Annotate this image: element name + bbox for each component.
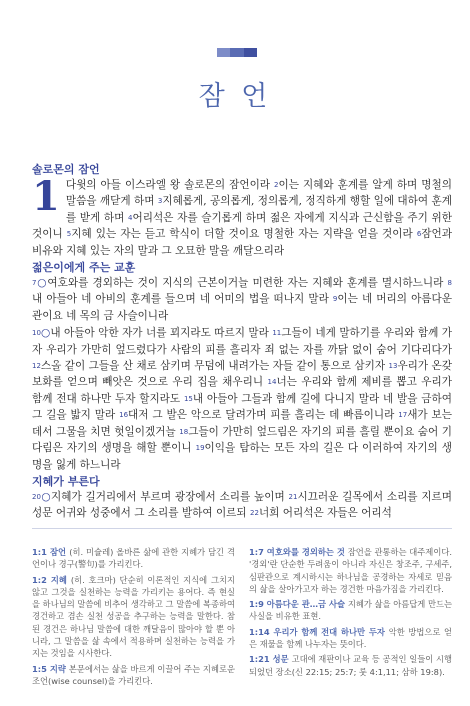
verse-number: 22 [250, 509, 259, 518]
scripture-text [32, 162, 452, 529]
verse-number: 4 [128, 213, 133, 222]
verse-text: 그들이 네게 말하기를 우리와 함께 가자 우리가 가만히 엎드렸다가 사람의 피를 흘리자 죄 없는 자를 까닭 없이 숨어 기다리다가 [32, 327, 452, 356]
verse-number: 14 [267, 378, 277, 387]
verse-text: 지혜 있는 자는 듣고 학식이 더할 것이요 명철한 자는 지략을 얻을 것이라 [71, 228, 417, 241]
verse [32, 491, 289, 503]
verse-group [32, 173, 452, 257]
verse-text: 스올 같이 그들을 산 채로 삼키며 무덤에 내려가는 자들 같이 통으로 삼키자 [40, 360, 389, 373]
verse-number: 9 [332, 295, 338, 304]
verse-text: 시끄러운 길목에서 소리를 지르며 성문 어귀와 성중에서 그 소리를 발하여 이르되 [32, 490, 453, 520]
notes-left-column [32, 546, 235, 690]
note-reference: 1:7 여호와를 경외하는 것 [249, 547, 348, 557]
verse [32, 327, 272, 339]
header-color-bar [217, 48, 257, 57]
verse-text: 대저 그 발은 악으로 달려가며 피를 흘리는 데 빠름이니라 [128, 409, 399, 422]
paragraph [32, 489, 452, 522]
color-bar-segment [244, 48, 257, 57]
section-heading: 지혜가 부른다 [32, 474, 100, 488]
divider [32, 528, 452, 529]
color-bar-segment [230, 48, 243, 57]
verse-number: 2 [274, 181, 279, 189]
circle-marker-icon: ○ [40, 490, 51, 503]
verse-number: 15 [183, 394, 193, 403]
circle-marker-icon: ○ [36, 277, 48, 290]
verse-number: 19 [195, 444, 205, 453]
verse-number: 16 [119, 411, 129, 420]
verse [32, 360, 389, 372]
study-note [249, 626, 452, 651]
chapter-number: 1 [32, 173, 60, 220]
verse-text: 이는 네 머리의 아름다운 관이요 네 목의 금 사슬이니라 [32, 293, 452, 322]
verse-text: 내 아들아 네 아비의 훈계를 들으며 네 어미의 법을 떠나지 말라 [32, 293, 333, 306]
verse-number: 21 [288, 492, 298, 501]
verse [119, 409, 398, 421]
section-heading: 솔로몬의 잠언 [32, 163, 100, 176]
paragraph [32, 325, 452, 473]
verse-text: 내 아들아 악한 자가 너를 꾀지라도 따르지 말라 [50, 327, 273, 340]
verse-text: 새가 보는 데서 그물을 치면 헛일이겠거늘 [32, 409, 452, 438]
note-reference: 1:14 우리가 함께 전대 하나만 두자 [249, 626, 389, 637]
note-reference: 1:1 잠언 [32, 547, 70, 557]
note-text: 지혜가 삶을 아름답게 만드는 사실을 비유한 표현. [249, 599, 452, 622]
verse-text: 여호와를 경외하는 것이 지식의 근본이거늘 미련한 자는 지혜와 훈계를 멸시하느니라 [47, 277, 448, 290]
note-text: 잠언을 관통하는 대주제이다. '경외'란 단순한 두려움이 아니라 자신은 창조주, 구세주, 심판관으로 계시하시는 하나님을 공경하는 자세로 믿음의 삶을 살아가고자 하는 경건한 마음가짐을 가리킨다. [249, 547, 452, 594]
verse [66, 179, 274, 191]
note-text: (히. 호크마) 단순히 이론적인 지식에 그치지 않고 그것을 실천하는 능력을 가리키는 용어다. 즉 현실을 하나님의 말씀에 비추어 생각하고 그 말씀에 복종하여 경건하고 겸손 실천 성공을 추구하는 능력을 말한다. 참된 경건은 하나님 말씀에 대한 깨달음이 많아야 할 뿐 아니라, 그 말씀을 삶 속에서 적용하며 실천하는 능력을 가지는 것임을 시사한다. [32, 574, 235, 659]
verse-number: 8 [447, 279, 452, 288]
section-heading: 젊은이에게 주는 교훈 [32, 261, 136, 275]
note-text: (히. 미슐레) 올바른 삶에 관한 지혜가 담긴 격언이나 경구(警句)를 가리킨다. [32, 547, 236, 570]
verse-number: 17 [398, 411, 408, 420]
verse-number: 10 [32, 329, 41, 338]
note-text: 악한 방법으로 얻은 재물을 함께 나누자는 뜻이다. [249, 626, 452, 650]
study-note [249, 546, 452, 595]
verse [67, 228, 417, 240]
verse-text: 내 아들아 그들과 함께 길에 다니지 말라 네 발을 금하여 그 길을 밟지 말라 [32, 392, 452, 422]
verse-number: 6 [416, 230, 422, 239]
verse-number: 3 [157, 197, 163, 206]
verse-number: 11 [272, 329, 282, 338]
study-note [32, 663, 235, 688]
study-note [249, 653, 452, 678]
verse [250, 507, 392, 519]
book-title: 잠 언 [198, 81, 272, 112]
study-notes [32, 546, 452, 690]
circle-marker-icon: ○ [40, 327, 51, 340]
verse-number: 18 [179, 427, 189, 436]
verse-text: 너희 어리석은 자들은 어리석 [258, 507, 392, 520]
verse-text: 지혜가 길거리에서 부르며 광장에서 소리를 높이며 [50, 490, 289, 503]
verse-number: 12 [32, 362, 41, 371]
paragraph [32, 173, 452, 259]
note-text: 본문에서는 삶을 바르게 이끌어 주는 지혜로운 조언(wise counsel)을 가리킨다. [32, 663, 235, 686]
note-reference: 1:2 지혜 [32, 574, 71, 585]
verse-text: 너는 우리와 함께 제비를 뽑고 우리가 함께 전대 하나만 두자 할지라도 [32, 376, 452, 405]
study-note [32, 546, 235, 571]
notes-right-column [249, 546, 452, 690]
note-reference: 1:9 아름다운 관…금 사슬 [249, 599, 348, 610]
verse-text: 다윗의 아들 이스라엘 왕 솔로몬의 잠언이라 [65, 179, 275, 191]
verse-text: 이익을 탐하는 모든 자의 길은 다 이러하여 자기의 생명을 잃게 하느니라 [32, 442, 453, 471]
note-reference: 1:21 성문 [249, 654, 292, 665]
verse-number: 5 [66, 230, 72, 239]
verse-text: 이는 지혜와 훈계를 알게 하며 명철의 말씀을 깨닫게 하며 [65, 179, 452, 208]
study-note [32, 574, 235, 660]
verse-number: 20 [32, 492, 41, 501]
note-reference: 1:5 지략 [32, 663, 69, 674]
note-text: 고대에 재판이나 교육 등 공적인 일들이 시행되었던 장소(신 22:15; 25:7; 룻 4:1,11; 삼하 19:8). [249, 654, 452, 677]
verse-text: 우리가 온갖 보화를 얻으며 빼앗은 것으로 우리 집을 채우리니 [32, 360, 452, 389]
verse-text: 어리석은 자를 슬기롭게 하며 젊은 자에게 지식과 근신함을 주기 위한 것이니 [32, 211, 452, 241]
verse-number: 13 [388, 362, 398, 371]
study-note [249, 598, 452, 623]
verse [32, 277, 448, 289]
verse-text: 지혜롭게, 공의롭게, 정의롭게, 정직하게 행할 일에 대하여 훈계를 받게 하며 [65, 195, 452, 224]
verse-text: 그들이 가만히 엎드림은 자기의 피를 흘릴 뿐이요 숨어 기다림은 자기의 생명을 해할 뿐이니 [32, 425, 452, 455]
verse-text: 잠언과 비유와 지혜 있는 자의 말과 그 오묘한 말을 깨달으리라 [32, 228, 452, 257]
paragraph [32, 275, 452, 324]
verse-number: 7 [32, 279, 37, 288]
color-bar-segment [217, 48, 230, 57]
